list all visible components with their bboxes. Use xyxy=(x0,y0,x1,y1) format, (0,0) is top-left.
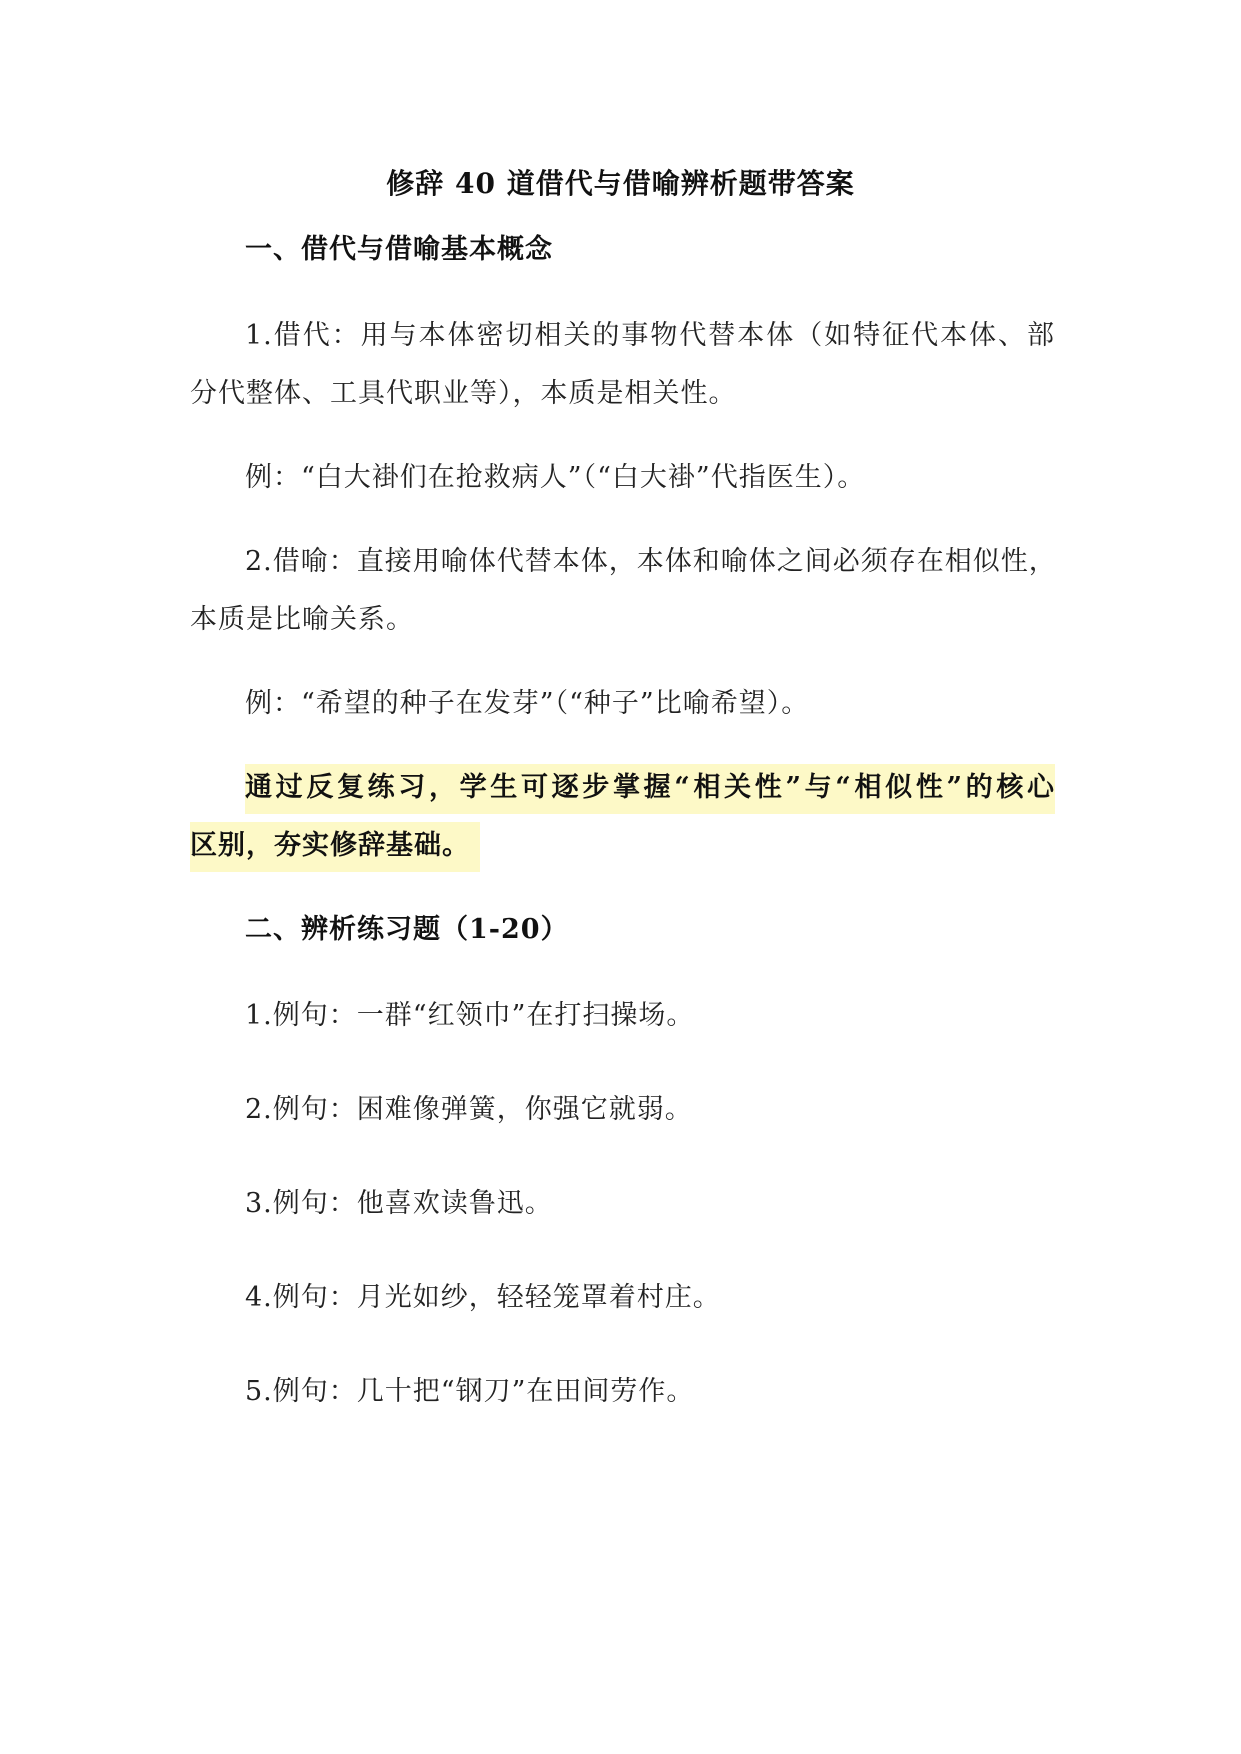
summary-highlight-line1: 通过反复练习，学生可逐步掌握“相关性”与“相似性”的核心 xyxy=(245,772,1055,803)
definition-metonymy-line1: 1.借代：用与本体密切相关的事物代替本体（如特征代本体、部 xyxy=(245,320,1055,351)
section1-heading: 一、借代与借喻基本概念 xyxy=(245,234,553,265)
exercise-item-1: 1.例句：一群“红领巾”在打扫操场。 xyxy=(245,1000,695,1031)
exercise-item-3: 3.例句：他喜欢读鲁迅。 xyxy=(245,1188,553,1219)
exercise-item-2: 2.例句：困难像弹簧，你强它就弱。 xyxy=(245,1094,693,1125)
example-metonymy: 例：“白大褂们在抢救病人”（“白大褂”代指医生）。 xyxy=(245,462,866,493)
exercise-item-4: 4.例句：月光如纱，轻轻笼罩着村庄。 xyxy=(245,1282,721,1313)
document-title: 修辞 40 道借代与借喻辨析题带答案 xyxy=(386,167,855,200)
definition-metonymy-line2: 分代整体、工具代职业等），本质是相关性。 xyxy=(190,378,737,409)
summary-highlight-line2: 区别，夯实修辞基础。 xyxy=(190,830,470,861)
example-metaphor: 例：“希望的种子在发芽”（“种子”比喻希望）。 xyxy=(245,688,810,719)
section2-heading: 二、辨析练习题（1-20） xyxy=(245,914,569,945)
exercise-item-5: 5.例句：几十把“钢刀”在田间劳作。 xyxy=(245,1376,695,1407)
definition-metaphor-line2: 本质是比喻关系。 xyxy=(190,604,414,635)
definition-metaphor-line1: 2.借喻：直接用喻体代替本体，本体和喻体之间必须存在相似性， xyxy=(245,546,1057,577)
